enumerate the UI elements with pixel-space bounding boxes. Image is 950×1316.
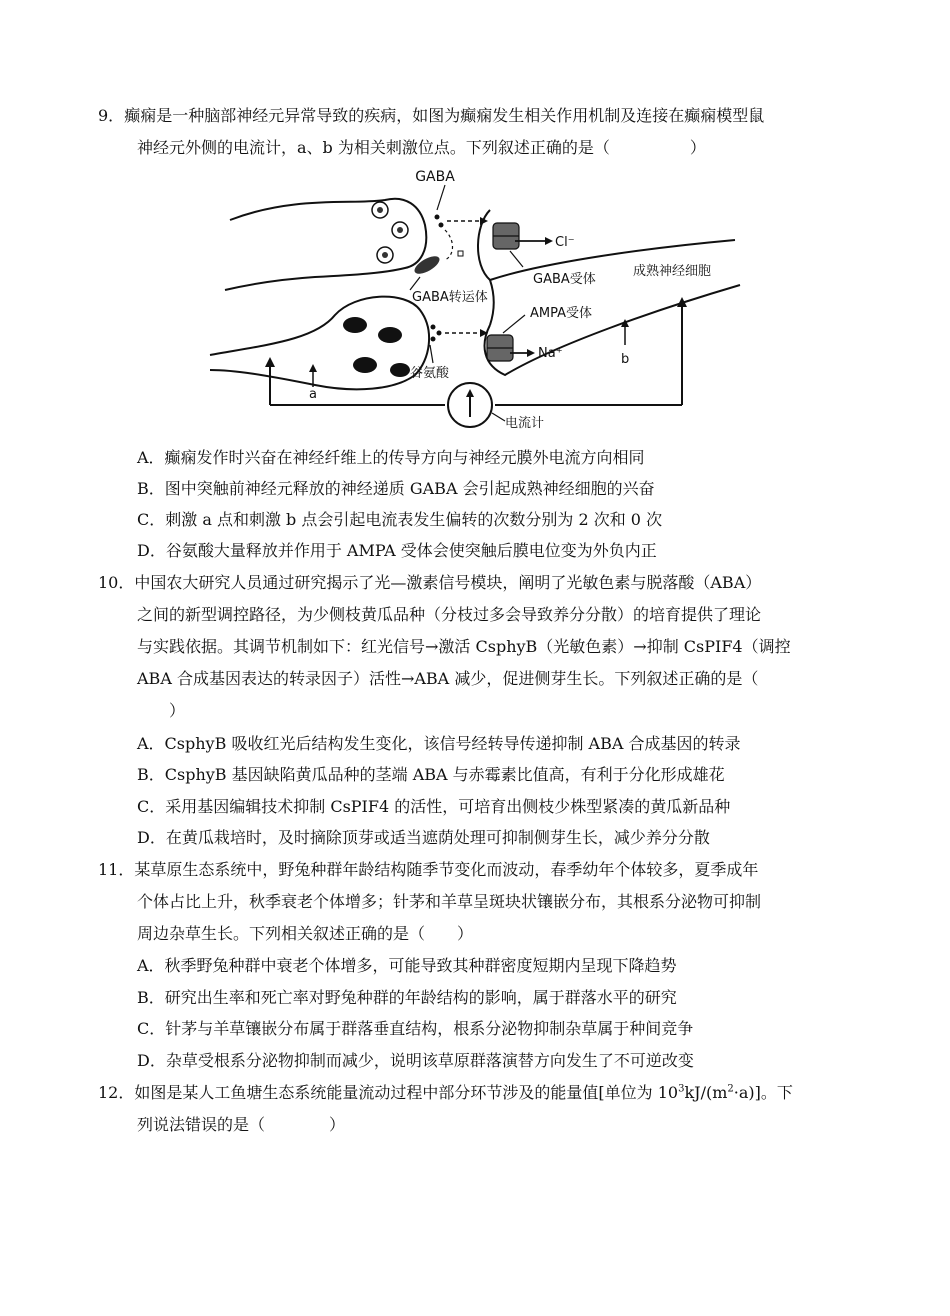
label-gaba-transporter: GABA转运体 bbox=[412, 290, 488, 305]
q10-stem-line2: 之间的新型调控路径，为少侧枝黄瓜品种（分枝过多会导致养分分散）的培育提供了理论 bbox=[137, 605, 762, 624]
q11-stem-line2: 个体占比上升，秋季衰老个体增多；针茅和羊草呈斑块状镶嵌分布，其根系分泌物可抑制 bbox=[137, 892, 762, 911]
q10-option-c: C．采用基因编辑技术抑制 CsPIF4 的活性，可培育出侧枝少株型紧凑的黄瓜新品种 bbox=[137, 797, 731, 816]
q10-option-b: B．CsphyB 基因缺陷黄瓜品种的茎端 ABA 与赤霉素比值高，有利于分化形成雄花 bbox=[137, 765, 725, 784]
q10-stem-line3: 与实践依据。其调节机制如下：红光信号→激活 CsphyB（光敏色素）→抑制 CsPIF4（调控 bbox=[137, 637, 791, 656]
synapse-diagram bbox=[205, 165, 750, 435]
q9-option-c: C．刺激 a 点和刺激 b 点会引起电流表发生偏转的次数分别为 2 次和 0 次 bbox=[137, 510, 663, 529]
q10-stem-line4: ABA 合成基因表达的转录因子）活性→ABA 减少，促进侧芽生长。下列叙述正确的是（ bbox=[137, 669, 759, 688]
q12-stem-text-1b: kJ/(m bbox=[684, 1083, 728, 1102]
q11-number: 11． bbox=[98, 860, 135, 879]
q11-stem-line1 bbox=[98, 859, 758, 881]
postsynaptic-neuron-lower bbox=[485, 285, 740, 375]
q12-exponent-2: 2 bbox=[727, 1083, 734, 1095]
q9-option-a: A．癫痫发作时兴奋在神经纤维上的传导方向与神经元膜外电流方向相同 bbox=[137, 448, 645, 467]
q9-stem-line2: 神经元外侧的电流计，a、b 为相关刺激位点。下列叙述正确的是（ ） bbox=[137, 138, 706, 157]
q11-option-a: A．秋季野兔种群中衰老个体增多，可能导致其种群密度短期内呈现下降趋势 bbox=[137, 956, 677, 975]
q9-option-d: D．谷氨酸大量释放并作用于 AMPA 受体会使突触后膜电位变为外负内正 bbox=[137, 541, 657, 560]
label-mature-neuron: 成熟神经细胞 bbox=[633, 264, 712, 279]
q11-stem-line3: 周边杂草生长。下列相关叙述正确的是（ ） bbox=[137, 924, 474, 943]
q12-number: 12． bbox=[98, 1083, 135, 1102]
q10-option-a: A．CsphyB 吸收红光后结构发生变化，该信号经转导传递抑制 ABA 合成基因的转录 bbox=[137, 734, 741, 753]
q11-option-b: B．研究出生率和死亡率对野兔种群的年龄结构的影响，属于群落水平的研究 bbox=[137, 988, 677, 1007]
label-na: Na⁺ bbox=[538, 346, 563, 361]
q10-number: 10． bbox=[98, 573, 135, 592]
q12-exponent-3: 3 bbox=[678, 1083, 685, 1095]
q10-option-d: D．在黄瓜栽培时，及时摘除顶芽或适当遮荫处理可抑制侧芽生长，减少养分分散 bbox=[137, 828, 710, 847]
label-a: a bbox=[309, 387, 317, 402]
label-gaba: GABA bbox=[415, 169, 455, 185]
q9-option-b: B．图中突触前神经元释放的神经递质 GABA 会引起成熟神经细胞的兴奋 bbox=[137, 479, 655, 498]
q12-stem-line2: 列说法错误的是（ ） bbox=[137, 1115, 346, 1134]
q10-stem-line5: ） bbox=[137, 701, 186, 720]
label-ampa-receptor: AMPA受体 bbox=[530, 306, 593, 321]
label-cl: Cl⁻ bbox=[555, 235, 575, 250]
q9-number: 9． bbox=[98, 106, 125, 125]
label-galvanometer: 电流计 bbox=[505, 416, 545, 431]
q10-stem-text-1: 中国农大研究人员通过研究揭示了光—激素信号模块，阐明了光敏色素与脱落酸（ABA） bbox=[134, 573, 762, 592]
label-gaba-receptor: GABA受体 bbox=[533, 272, 596, 287]
q12-stem-text-1a: 如图是某人工鱼塘生态系统能量流动过程中部分环节涉及的能量值[单位为 10 bbox=[134, 1083, 679, 1102]
q12-stem-line1 bbox=[98, 1082, 793, 1104]
q11-option-c: C．针茅与羊草镶嵌分布属于群落垂直结构，根系分泌物抑制杂草属于种间竞争 bbox=[137, 1019, 694, 1038]
upper-presynaptic-neuron bbox=[225, 199, 426, 290]
q11-option-d: D．杂草受根系分泌物抑制而减少，说明该草原群落演替方向发生了不可逆改变 bbox=[137, 1051, 694, 1070]
q9-stem-line1 bbox=[98, 105, 764, 127]
q9-stem-text-1: 癫痫是一种脑部神经元异常导致的疾病，如图为癫痫发生相关作用机制及连接在癫痫模型鼠 bbox=[124, 106, 765, 125]
gaba-transporter-shape bbox=[412, 253, 442, 277]
q12-stem-text-1c: ·a)]。下 bbox=[733, 1083, 793, 1102]
label-glutamate: 谷氨酸 bbox=[410, 366, 450, 381]
label-b: b bbox=[621, 352, 630, 367]
q11-stem-text-1: 某草原生态系统中，野兔种群年龄结构随季节变化而波动，春季幼年个体较多，夏季成年 bbox=[134, 860, 759, 879]
q10-stem-line1 bbox=[98, 572, 761, 594]
